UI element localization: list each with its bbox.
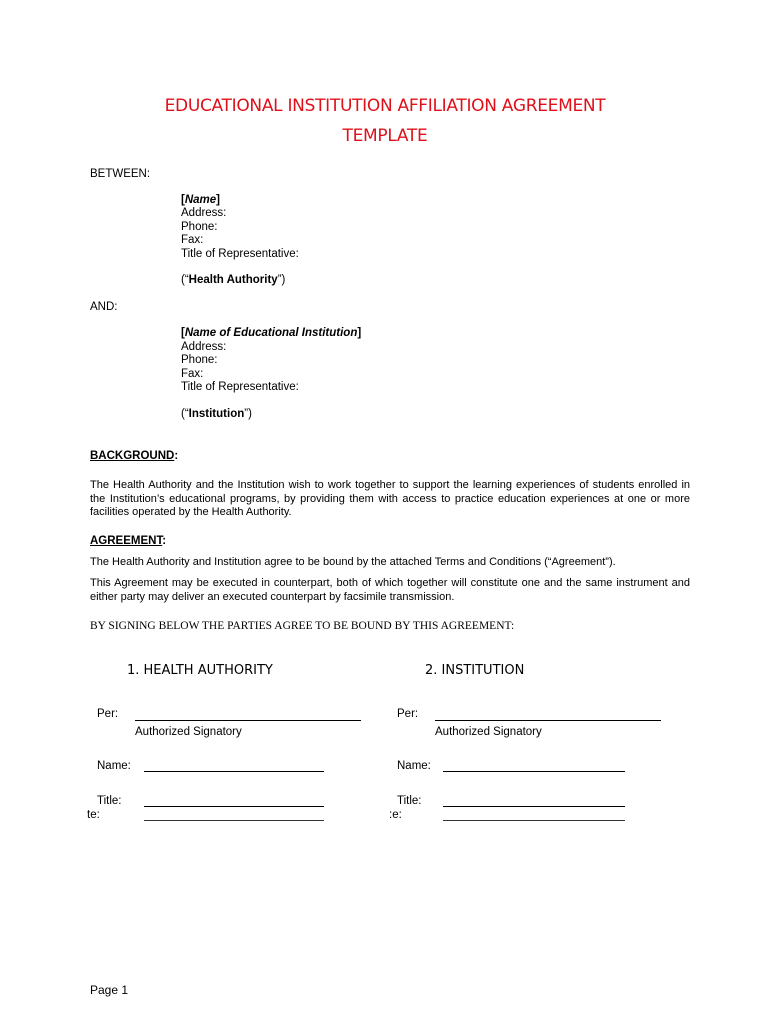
sig1-authorized-signatory: Authorized Signatory: [135, 726, 242, 738]
sig1-heading: 1. HEALTH AUTHORITY: [127, 663, 273, 678]
sig2-date-label: :e:: [389, 809, 402, 821]
signing-statement: BY SIGNING BELOW THE PARTIES AGREE TO BE BOUND BY THIS AGREEMENT:: [90, 620, 515, 632]
party1-address: Address:: [181, 207, 227, 219]
party2-phone: Phone:: [181, 354, 218, 366]
party2-address: Address:: [181, 341, 227, 353]
sig1-per-line[interactable]: [135, 720, 361, 721]
background-text: The Health Authority and the Institution wish to work together to support the learning experiences of students enrolled in the Institution’s educational programs, by providing them with access to practice education experiences at one or more facilities operated by the Health Authority.: [90, 479, 690, 519]
agreement-text-1: The Health Authority and Institution agree to be bound by the attached Terms and Conditions (“Agreement”).: [90, 556, 616, 568]
sig1-title-line[interactable]: [144, 806, 324, 807]
agreement-text-2: This Agreement may be executed in counterpart, both of which together will constitute one and the same instrument and either party may deliver an executed counterpart by facsimile transmission.: [90, 577, 690, 603]
sig1-name-label: Name:: [97, 760, 131, 772]
sig2-authorized-signatory: Authorized Signatory: [435, 726, 542, 738]
sig2-name-line[interactable]: [443, 771, 625, 772]
party1-defined-term: (“Health Authority”): [181, 274, 286, 286]
party1-representative: Title of Representative:: [181, 248, 299, 260]
sig1-per-label: Per:: [97, 708, 119, 720]
sig1-name-line[interactable]: [144, 771, 324, 772]
sig1-date-line[interactable]: [144, 820, 324, 821]
agreement-heading: AGREEMENT:: [90, 535, 167, 547]
sig2-name-label: Name:: [397, 760, 431, 772]
party1-phone: Phone:: [181, 221, 218, 233]
party2-name: [Name of Educational Institution]: [181, 327, 362, 339]
party1-name: [Name]: [181, 194, 221, 206]
between-label: BETWEEN:: [90, 168, 151, 180]
party1-fax: Fax:: [181, 234, 204, 246]
sig2-title-line[interactable]: [443, 806, 625, 807]
and-label: AND:: [90, 301, 118, 313]
page-number: Page 1: [90, 983, 129, 997]
document-title-line-2: TEMPLATE: [342, 126, 428, 146]
sig2-heading: 2. INSTITUTION: [425, 663, 525, 678]
sig2-per-label: Per:: [397, 708, 419, 720]
document-title-line-1: EDUCATIONAL INSTITUTION AFFILIATION AGREEMENT: [164, 96, 606, 116]
sig2-per-line[interactable]: [435, 720, 661, 721]
party2-defined-term: (“Institution”): [181, 408, 252, 420]
party2-fax: Fax:: [181, 368, 204, 380]
background-heading: BACKGROUND:: [90, 450, 179, 462]
sig1-date-label: te:: [87, 809, 100, 821]
sig1-title-label: Title:: [97, 795, 122, 807]
party2-representative: Title of Representative:: [181, 381, 299, 393]
sig2-date-line[interactable]: [443, 820, 625, 821]
sig2-title-label: Title:: [397, 795, 422, 807]
